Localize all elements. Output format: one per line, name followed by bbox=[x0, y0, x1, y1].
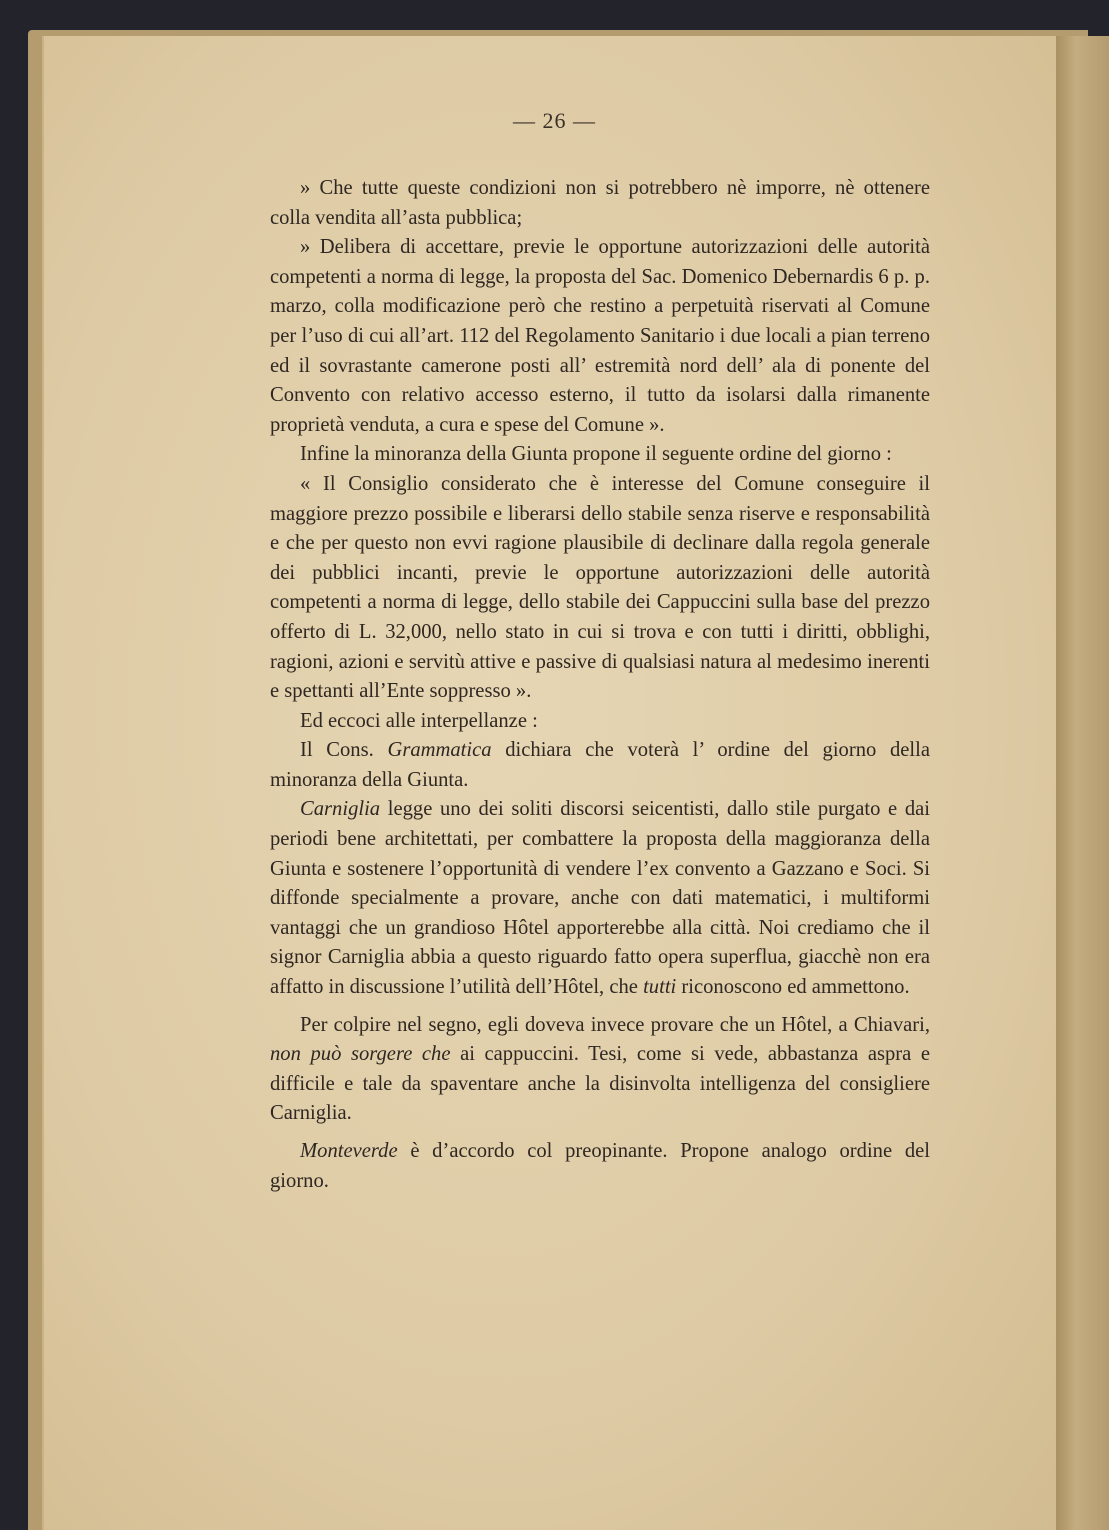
paragraph-1: » Che tutte queste condizioni non si potrebbero nè imporre, nè ottenere colla vendita all’asta pubblica; bbox=[270, 177, 930, 229]
paragraph-6-lead: Il Cons. bbox=[300, 739, 388, 762]
body-text bbox=[270, 174, 930, 1196]
paragraph-4: « Il Consiglio considerato che è interesse del Comune conseguire il maggiore prezzo possibile e liberarsi dello stabile senza riserve e responsabilità e che per questo non evvi ragione plausibile di declinare dalla regola generale dei pubblici incanti, previe le opportune autorizzazioni delle autorità competenti a norma di legge, dello stabile dei Cappuccini sulla base del prezzo offerto di L. 32,000, nello stato in cui si trova e con tutti i diritti, obblighi, ragioni, azioni e servitù attive e passive di qualsiasi natura al medesimo inerenti e spettanti all’Ente soppresso ». bbox=[270, 472, 930, 703]
paragraph-2: » Delibera di accettare, previe le opportune autorizzazioni delle autorità competenti a norma di legge, la proposta del Sac. Domenico Debernardis 6 p. p. marzo, colla modificazione però che restino a perpetuità riservati al Comune per l’uso di cui all’art. 112 del Regolamento Sanitario i due locali a pian terreno ed il sovrastante camerone posti all’ estremità nord dell’ ala di ponente del Convento con relativo accesso esterno, il tutto da isolarsi dalla rimanente proprietà venduta, a cura e spese del Comune ». bbox=[270, 236, 930, 436]
emphasis-thesis: non può sorgere che bbox=[270, 1043, 451, 1066]
paragraph-7-end: riconoscono ed ammettono. bbox=[676, 976, 910, 999]
paragraph-6-rest: dichiara che voterà l’ ordine del giorno della minoranza della Giunta. bbox=[270, 739, 930, 791]
paragraph-8 bbox=[270, 1011, 930, 1129]
paragraph-8-rest: ai cappuccini. Tesi, come si vede, abbastanza aspra e difficile e tale da spaventare anche la disinvolta intelligenza del consigliere Carniglia. bbox=[270, 1043, 930, 1125]
paragraph-9-rest: è d’accordo col preopinante. Propone analogo ordine del giorno. bbox=[270, 1140, 930, 1192]
speaker-name-grammatica: Grammatica bbox=[387, 739, 492, 762]
speaker-name-monteverde: Monteverde bbox=[300, 1140, 398, 1162]
next-page-edge bbox=[1052, 36, 1109, 1530]
paragraph-3: Infine la minoranza della Giunta propone il seguente ordine del giorno : bbox=[300, 443, 892, 466]
paragraph-9 bbox=[270, 1137, 930, 1196]
paragraph-7 bbox=[270, 795, 930, 1002]
paragraph-5: Ed eccoci alle interpellanze : bbox=[300, 709, 538, 732]
emphasis-tutti: tutti bbox=[643, 976, 677, 999]
paragraph-7-rest: legge uno dei soliti discorsi seicentisti, dallo stile purgato e dai periodi bene architettati, per combattere la proposta della maggioranza della Giunta e sostenere l’opportunità di vendere l’ex convento a Gazzano e Soci. Si diffonde specialmente a provare, anche con dati matematici, i multiformi vantaggi che un grandioso Hôtel apporterebbe alla città. Noi crediamo che il signor Carniglia abbia a questo riguardo fatto opera superflua, giacchè non era affatto in discussione l’utilità dell’Hôtel, che bbox=[270, 798, 930, 999]
paragraph-8-lead: Per colpire nel segno, egli doveva invece provare che un Hôtel, a Chiavari, bbox=[300, 1013, 930, 1036]
speaker-name-carniglia: Carniglia bbox=[300, 798, 381, 821]
paragraph-6 bbox=[270, 736, 930, 795]
page-number: — 26 — bbox=[513, 108, 596, 133]
